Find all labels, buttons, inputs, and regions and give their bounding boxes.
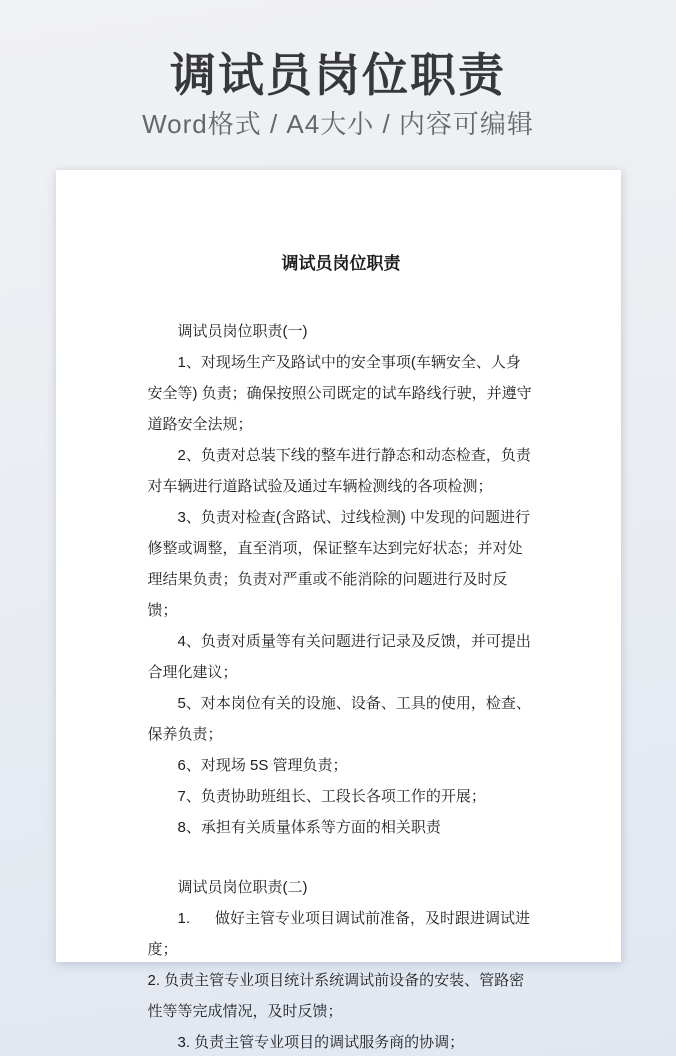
paragraph: 2. 负责主管专业项目统计系统调试前设备的安装、管路密性等等完成情况，及时反馈； (147, 972, 525, 1020)
section-two (148, 872, 535, 1058)
section-one (148, 316, 535, 843)
paragraph: 3. 负责主管专业项目的调试服务商的协调； (177, 1034, 465, 1051)
paragraph: 6、对现场 5S 管理负责； (177, 757, 348, 774)
document-page (56, 170, 621, 1051)
section-two-heading: 调试员岗位职责(二) (177, 879, 308, 896)
paragraph: 7、负责协助班组长、工段长各项工作的开展； (177, 788, 486, 805)
banner-subtitle: Word格式 / A4大小 / 内容可编辑 (142, 109, 534, 139)
paragraph: 1、对现场生产及路试中的安全事项(车辆安全、人身安全等) 负责；确保按照公司既定的试车路线行驶，并遵守道路安全法规； (147, 354, 532, 433)
banner (0, 0, 676, 137)
section-one-heading: 调试员岗位职责(一) (177, 323, 308, 340)
paragraph: 1. 做好主管专业项目调试前准备，及时跟进调试进度； (147, 910, 531, 958)
document-body (148, 316, 535, 1058)
paragraph: 2、负责对总装下线的整车进行静态和动态检查，负责对车辆进行道路试验及通过车辆检测线的各项检测； (147, 447, 531, 495)
paragraph: 8、承担有关质量体系等方面的相关职责 (177, 819, 441, 836)
paragraph: 5、对本岗位有关的设施、设备、工具的使用，检查、保养负责； (147, 695, 531, 743)
banner-title: 调试员岗位职责 (170, 49, 506, 101)
document-title: 调试员岗位职责 (281, 254, 401, 273)
paragraph: 4、负责对质量等有关问题进行记录及反馈，并可提出合理化建议； (147, 633, 531, 681)
paragraph: 3、负责对检查(含路试、过线检测) 中发现的问题进行修整或调整，直至消项，保证整车达到完好状态；并对处理结果负责；负责对严重或不能消除的问题进行及时反馈； (147, 509, 531, 619)
